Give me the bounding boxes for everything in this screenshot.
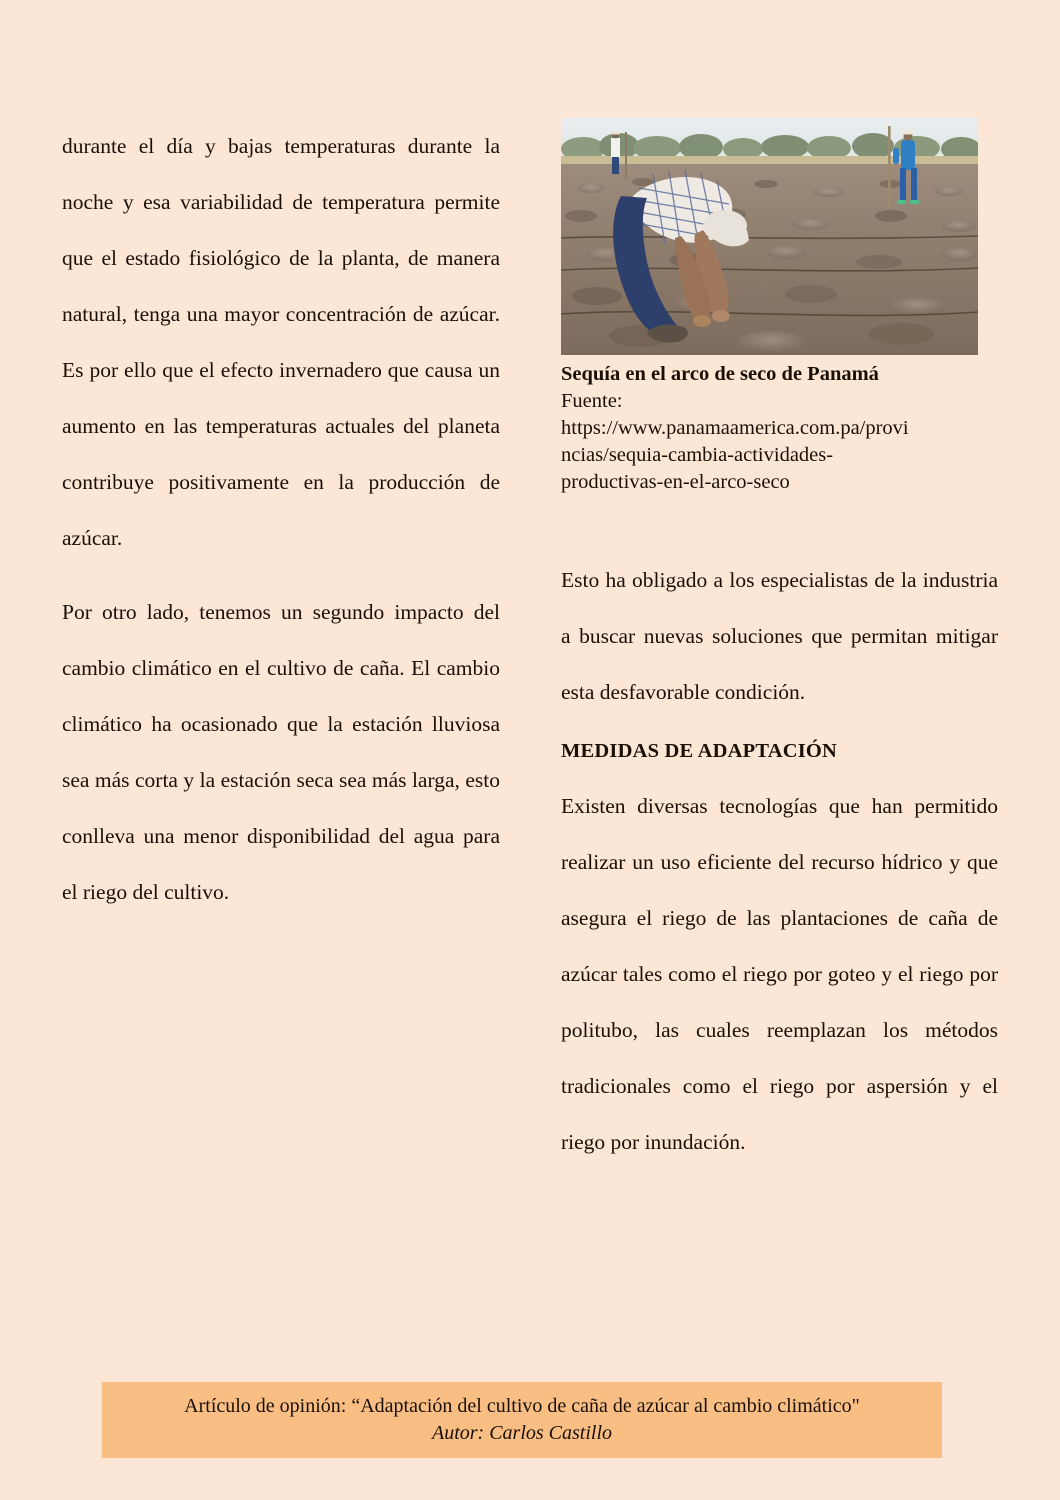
figure-caption — [561, 361, 978, 496]
figure-spacer — [561, 496, 998, 552]
footer-band — [102, 1382, 942, 1458]
section-heading-medidas-de-adaptacion: MEDIDAS DE ADAPTACIÓN — [561, 740, 838, 762]
caption-url-line-2: ncias/sequia-cambia-actividades- — [561, 444, 834, 466]
footer-title: Artículo de opinión: “Adaptación del cultivo de caña de azúcar al cambio climático" — [184, 1395, 860, 1417]
left-paragraph-1: durante el día y bajas temperaturas durante la noche y esa variabilidad de temperatura permite que el estado fisiológico de la planta, de manera natural, tenga una mayor concentración de azúcar. Es por ello que el efecto invernadero que causa un aumento en las temperaturas actuales del planeta contribuye positivamente en la producción de azúcar. — [62, 134, 500, 550]
right-column — [561, 118, 998, 1180]
photo-drought-field — [561, 118, 978, 355]
right-paragraph-2: Existen diversas tecnologías que han permitido realizar un uso eficiente del recurso hídrico y que asegura el riego de las plantaciones de caña de azúcar tales como el riego por goteo y el riego por politubo, las cuales reemplazan los métodos tradicionales como el riego por aspersión y el riego por inundación. — [561, 794, 998, 1154]
figure-drought-panama — [561, 118, 978, 496]
caption-url-line-1: https://www.panamaamerica.com.pa/provi — [561, 417, 909, 439]
caption-source-label: Fuente: — [561, 390, 623, 412]
caption-url-line-3: productivas-en-el-arco-seco — [561, 471, 790, 493]
right-paragraph-1: Esto ha obligado a los especialistas de la industria a buscar nuevas soluciones que permitan mitigar esta desfavorable condición. — [561, 568, 998, 704]
footer-author: Autor: Carlos Castillo — [431, 1422, 613, 1444]
left-paragraph-2: Por otro lado, tenemos un segundo impacto del cambio climático en el cultivo de caña. El cambio climático ha ocasionado que la estación lluviosa sea más corta y la estación seca sea más larga, esto conlleva una menor disponibilidad del agua para el riego del cultivo. — [62, 600, 500, 904]
caption-title: Sequía en el arco de seco de Panamá — [561, 363, 879, 385]
left-column — [62, 118, 500, 920]
